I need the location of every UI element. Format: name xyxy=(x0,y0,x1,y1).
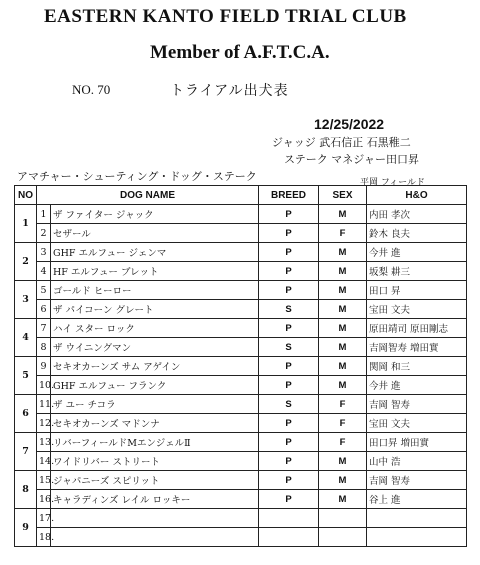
breed-cell: P xyxy=(259,281,319,300)
breed-cell: P xyxy=(259,243,319,262)
stake-manager-line: ステーク マネジャー田口昇 xyxy=(284,153,420,166)
sex-cell: F xyxy=(319,414,367,433)
handler-owner: 原田靖司 原田剛志 xyxy=(367,319,467,338)
sex-cell: M xyxy=(319,376,367,395)
entry-number: 1 xyxy=(37,205,51,224)
handler-owner: 鈴木 良夫 xyxy=(367,224,467,243)
sex-cell: F xyxy=(319,395,367,414)
handler-owner: 今井 進 xyxy=(367,376,467,395)
breed-cell: P xyxy=(259,319,319,338)
dog-name: ザ ユー チコラ xyxy=(51,395,259,414)
breed-cell: S xyxy=(259,395,319,414)
handler-owner: 谷上 進 xyxy=(367,490,467,509)
dog-name: ザ ウイニングマン xyxy=(51,338,259,357)
table-row xyxy=(15,471,467,490)
dog-name: ジャパニーズ スピリット xyxy=(51,471,259,490)
trial-date: 12/25/2022 xyxy=(314,116,385,132)
handler-owner: 関岡 和三 xyxy=(367,357,467,376)
sex-cell: F xyxy=(319,224,367,243)
column-header-no: NO xyxy=(15,186,37,205)
handler-owner: 吉岡 智寿 xyxy=(367,471,467,490)
stake-name: アマチャー・シューティング・ドッグ・ステーク xyxy=(17,170,257,183)
entry-number: 6 xyxy=(37,300,51,319)
entry-number: 10. xyxy=(37,376,51,395)
entry-number: 5 xyxy=(37,281,51,300)
dog-name: HF エルフュー ブレット xyxy=(51,262,259,281)
brace-number: 3 xyxy=(15,281,37,319)
breed-cell: P xyxy=(259,224,319,243)
entry-number: 14. xyxy=(37,452,51,471)
dog-name: セザール xyxy=(51,224,259,243)
breed-cell: S xyxy=(259,338,319,357)
brace-number: 1 xyxy=(15,205,37,243)
breed-cell: P xyxy=(259,262,319,281)
table-row xyxy=(15,376,467,395)
handler-owner: 吉岡 智寿 xyxy=(367,395,467,414)
sex-cell: M xyxy=(319,338,367,357)
table-row xyxy=(15,262,467,281)
entry-number: 18. xyxy=(37,528,51,547)
dog-name: リバーフィールドMエンジェルⅡ xyxy=(51,433,259,452)
entry-number: 15. xyxy=(37,471,51,490)
entry-number: 9 xyxy=(37,357,51,376)
table-row xyxy=(15,205,467,224)
brace-number: 9 xyxy=(15,509,37,547)
breed-cell: P xyxy=(259,433,319,452)
table-row xyxy=(15,395,467,414)
handler-owner xyxy=(367,528,467,547)
judges-line: ジャッジ 武石信正 石黒稚二 xyxy=(272,136,411,149)
dog-name: ゴールド ヒーロー xyxy=(51,281,259,300)
breed-cell: P xyxy=(259,490,319,509)
entry-number: 13. xyxy=(37,433,51,452)
dog-name: ザ ファイター ジャック xyxy=(51,205,259,224)
sex-cell: M xyxy=(319,300,367,319)
table-row xyxy=(15,433,467,452)
dog-name: セキオカーンズ サム アゲイン xyxy=(51,357,259,376)
table-row xyxy=(15,300,467,319)
brace-number: 6 xyxy=(15,395,37,433)
breed-cell: P xyxy=(259,414,319,433)
entry-number: 3 xyxy=(37,243,51,262)
column-header-dog-name: DOG NAME xyxy=(37,186,259,205)
column-header-sex: SEX xyxy=(319,186,367,205)
entry-number: 2 xyxy=(37,224,51,243)
sex-cell xyxy=(319,509,367,528)
breed-cell: P xyxy=(259,357,319,376)
table-row xyxy=(15,528,467,547)
document-title: トライアル出犬表 xyxy=(170,83,289,99)
table-row xyxy=(15,490,467,509)
breed-cell: P xyxy=(259,452,319,471)
table-row xyxy=(15,452,467,471)
handler-owner: 吉岡智寿 増田實 xyxy=(367,338,467,357)
entry-number: 7 xyxy=(37,319,51,338)
dog-name: GHF エルフュー ジェンマ xyxy=(51,243,259,262)
handler-owner: 宝田 文夫 xyxy=(367,300,467,319)
table-row xyxy=(15,338,467,357)
entry-number: 17. xyxy=(37,509,51,528)
entry-table xyxy=(14,185,467,547)
entry-number: 16. xyxy=(37,490,51,509)
sex-cell xyxy=(319,528,367,547)
entry-number: 11. xyxy=(37,395,51,414)
entry-number: 12. xyxy=(37,414,51,433)
column-header-breed: BREED xyxy=(259,186,319,205)
table-row xyxy=(15,509,467,528)
sex-cell: F xyxy=(319,433,367,452)
breed-cell xyxy=(259,528,319,547)
table-row xyxy=(15,357,467,376)
breed-cell: P xyxy=(259,205,319,224)
handler-owner: 山中 浩 xyxy=(367,452,467,471)
table-row xyxy=(15,243,467,262)
table-row xyxy=(15,319,467,338)
breed-cell: P xyxy=(259,471,319,490)
dog-name: ザ パイコーン グレート xyxy=(51,300,259,319)
dog-name: キャラディンズ レイル ロッキー xyxy=(51,490,259,509)
sex-cell: M xyxy=(319,243,367,262)
table-header-row xyxy=(15,186,467,205)
brace-number: 8 xyxy=(15,471,37,509)
dog-name xyxy=(51,528,259,547)
club-title: EASTERN KANTO FIELD TRIAL CLUB xyxy=(44,6,407,27)
sex-cell: M xyxy=(319,452,367,471)
column-header-handler: H&O xyxy=(367,186,467,205)
dog-name: GHF エルフュー フランク xyxy=(51,376,259,395)
document-number: NO. 70 xyxy=(72,82,111,97)
dog-name: ハイ スター ロック xyxy=(51,319,259,338)
handler-owner: 内田 孝次 xyxy=(367,205,467,224)
table-row xyxy=(15,414,467,433)
table-row xyxy=(15,281,467,300)
dog-name: ワイドリバー ストリート xyxy=(51,452,259,471)
brace-number: 5 xyxy=(15,357,37,395)
handler-owner xyxy=(367,509,467,528)
table-row xyxy=(15,224,467,243)
breed-cell xyxy=(259,509,319,528)
brace-number: 7 xyxy=(15,433,37,471)
sex-cell: M xyxy=(319,262,367,281)
entry-number: 4 xyxy=(37,262,51,281)
entry-number: 8 xyxy=(37,338,51,357)
sex-cell: M xyxy=(319,205,367,224)
membership-subtitle: Member of A.F.T.C.A. xyxy=(150,42,330,63)
breed-cell: P xyxy=(259,376,319,395)
handler-owner: 坂梨 耕三 xyxy=(367,262,467,281)
brace-number: 2 xyxy=(15,243,37,281)
brace-number: 4 xyxy=(15,319,37,357)
handler-owner: 今井 進 xyxy=(367,243,467,262)
sex-cell: M xyxy=(319,357,367,376)
sex-cell: M xyxy=(319,319,367,338)
handler-owner: 田口 昇 xyxy=(367,281,467,300)
dog-name: セキオカーンズ マドンナ xyxy=(51,414,259,433)
handler-owner: 宝田 文夫 xyxy=(367,414,467,433)
sex-cell: M xyxy=(319,490,367,509)
handler-owner: 田口昇 増田實 xyxy=(367,433,467,452)
dog-name xyxy=(51,509,259,528)
venue-label: 平岡 フィールド xyxy=(360,178,425,188)
sex-cell: M xyxy=(319,471,367,490)
sex-cell: M xyxy=(319,281,367,300)
breed-cell: S xyxy=(259,300,319,319)
